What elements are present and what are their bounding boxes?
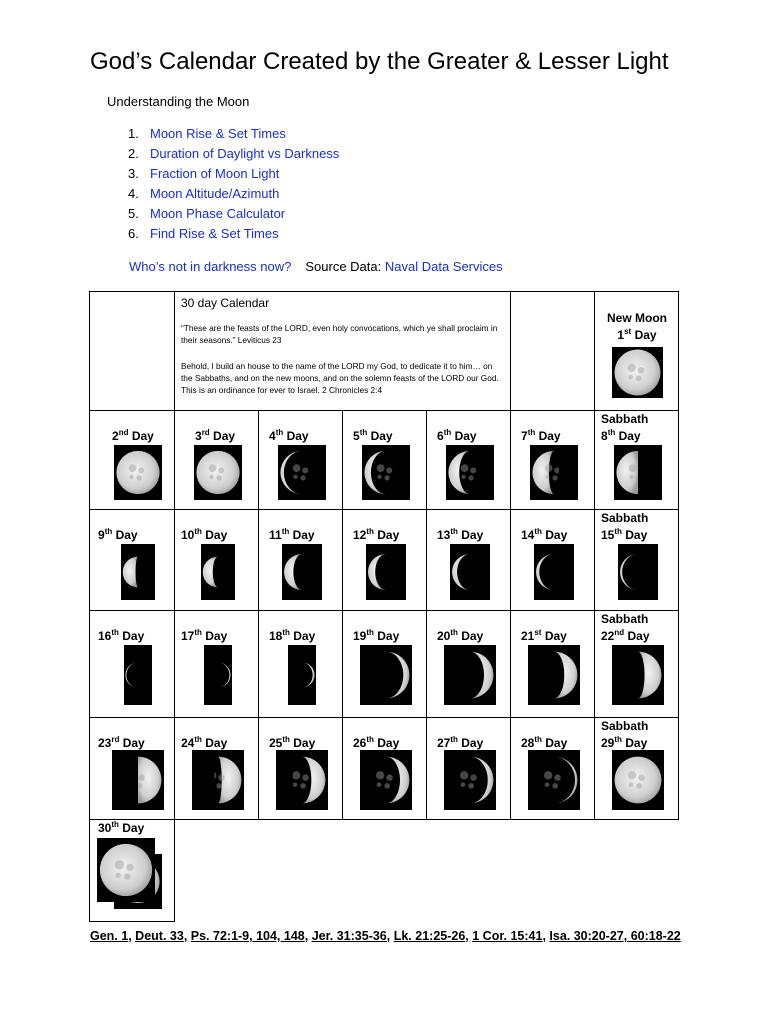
moon-phase-image: [612, 645, 664, 705]
calendar-day-cell: [89, 509, 175, 611]
moon-lit-area: [615, 350, 661, 396]
moon-phase-image: [530, 445, 578, 500]
sabbath-label: Sabbath: [601, 412, 649, 426]
day-label: 18th Day: [269, 628, 316, 643]
day-label: 30th Day: [98, 820, 145, 835]
scripture-references: [90, 929, 681, 943]
moon-lit-area: [123, 557, 138, 588]
calendar-day-cell: [174, 717, 259, 820]
moon-lit-area: [532, 451, 554, 494]
moon-lit-area: [386, 652, 409, 699]
daylight-duration-link[interactable]: Duration of Daylight vs Darkness: [150, 146, 340, 161]
day-label: 19th Day: [353, 628, 400, 643]
calendar-day-cell: [258, 410, 343, 510]
calendar-day-cell: [426, 509, 511, 611]
calendar-day-cell: [594, 410, 679, 510]
calendar-day-cell: [174, 509, 259, 611]
moon-phase-image: [366, 544, 406, 600]
calendar-day-cell: [426, 610, 511, 718]
day-label: 14th Day: [521, 527, 568, 542]
calendar-day-cell: [89, 610, 175, 718]
moon-phase-image: [618, 544, 658, 600]
chronicles-quote: Behold, I build an house to the name of the LORD my God, to dedicate it to him… on the Sabbaths, and on the new moons, and on the solemn feasts of the LORD our God. This is an ordinance for ever to Israel. 2 Chronicles 2:4: [181, 361, 499, 395]
day-label: 11th Day: [269, 527, 315, 542]
day-label: 22nd Day: [601, 628, 650, 643]
scripture-link[interactable]: Isa. 30:20-27, 60:18-22: [549, 929, 681, 943]
moon-phase-image: [194, 445, 242, 500]
source-label: Source Data:: [305, 259, 382, 274]
day-label: 9th Day: [98, 527, 138, 542]
day-label: 1st Day: [617, 327, 657, 342]
list-item: [107, 164, 339, 184]
moon-phase-image: [112, 750, 164, 810]
moon-lit-area: [364, 451, 386, 494]
moon-lit-area: [448, 451, 470, 494]
moon-lit-area: [536, 554, 554, 590]
moon-phase-image: [276, 750, 328, 810]
moon-phase-calculator-link[interactable]: Moon Phase Calculator: [150, 206, 286, 221]
leviticus-quote: “These are the feasts of the LORD, even holy convocations, which ye shall proclaim in their seasons.” Leviticus 23: [181, 323, 498, 345]
day-label: 5th Day: [353, 428, 393, 443]
darkness-map-link[interactable]: Who’s not in darkness now?: [129, 259, 292, 274]
day-label: 17th Day: [181, 628, 228, 643]
source-line: [129, 259, 503, 274]
calendar-day-cell: [342, 410, 427, 510]
moon-calendar-grid: [90, 292, 679, 922]
moon-lit-area: [470, 652, 493, 699]
day-label: 7th Day: [521, 428, 561, 443]
moon-phase-image: [114, 445, 162, 500]
moon-lit-area: [125, 662, 138, 687]
day-label: 27th Day: [437, 735, 484, 750]
moon-phase-image: [278, 445, 326, 500]
moon-lit-area: [302, 662, 315, 687]
calendar-day-cell: [510, 410, 595, 510]
calendar-day-cell: [342, 717, 427, 820]
moon-phase-image: [97, 838, 155, 902]
calendar-day-cell: [258, 509, 343, 611]
moon-lit-area: [280, 451, 302, 494]
calendar-day-cell: [342, 610, 427, 718]
moon-lit-area: [100, 844, 152, 896]
list-number: 4.: [128, 186, 139, 201]
day-label: 12th Day: [353, 527, 400, 542]
find-rise-set-link[interactable]: Find Rise & Set Times: [150, 226, 279, 241]
calendar-day-cell: [510, 610, 595, 718]
sabbath-label: Sabbath: [601, 511, 649, 525]
calendar-day-cell: [89, 819, 175, 922]
list-item: [107, 124, 339, 144]
day-label: 25th Day: [269, 735, 316, 750]
moon-phase-image: [612, 347, 663, 398]
calendar-day-cell: [174, 610, 259, 718]
list-item: [107, 204, 339, 224]
calendar-day-cell: [258, 717, 343, 820]
day-label: 3rd Day: [195, 428, 236, 443]
calendar-empty-cell: [510, 291, 595, 411]
moon-phase-image: [121, 544, 155, 600]
moon-lit-area: [368, 554, 386, 590]
moon-phase-image: [444, 645, 496, 705]
day-label: 26th Day: [353, 735, 400, 750]
scripture-link[interactable]: Deut. 33: [135, 929, 184, 943]
list-item: [107, 224, 339, 244]
moon-phase-image: [204, 645, 232, 705]
moon-lit-area: [203, 557, 218, 588]
moon-phase-image: [444, 750, 496, 810]
day-label: 13th Day: [437, 527, 484, 542]
moon-lit-area: [615, 757, 662, 804]
moon-phase-image: [534, 544, 574, 600]
sabbath-label: Sabbath: [601, 612, 649, 626]
day-label: 15th Day: [601, 527, 648, 542]
list-number: 3.: [128, 166, 139, 181]
calendar-new-moon-cell: [594, 291, 679, 411]
scripture-link[interactable]: Ps. 72:1-9, 104, 148: [190, 929, 305, 943]
calendar-day-cell: [426, 717, 511, 820]
moon-phase-image: [288, 645, 316, 705]
moon-phase-image: [201, 544, 235, 600]
moon-lit-area: [616, 451, 638, 494]
day-label: 24th Day: [181, 735, 228, 750]
calendar-day-cell: [426, 410, 511, 510]
moon-phase-image: [360, 645, 412, 705]
moon-lit-area: [116, 451, 159, 494]
calendar-day-cell: [510, 717, 595, 820]
sabbath-label: Sabbath: [601, 719, 649, 733]
calendar-day-cell: [510, 509, 595, 611]
new-moon-label: New Moon: [607, 311, 667, 325]
day-label: 8th Day: [601, 428, 641, 443]
moon-phase-image: [362, 445, 410, 500]
scripture-link[interactable]: Gen. 1: [90, 929, 129, 943]
moon-lit-area: [638, 652, 661, 699]
section-heading: Understanding the Moon: [107, 94, 250, 109]
calendar-day-cell: [594, 610, 679, 718]
day-label: 28th Day: [521, 735, 568, 750]
moon-phase-image: [360, 750, 412, 810]
list-number: 2.: [128, 146, 139, 161]
list-item: [107, 184, 339, 204]
calendar-empty-cell: [89, 291, 175, 411]
moon-lit-area: [554, 652, 577, 699]
moon-lit-area: [218, 662, 231, 687]
day-label: 16th Day: [98, 628, 145, 643]
moon-lit-area: [452, 554, 470, 590]
calendar-title: 30 day Calendar: [181, 296, 270, 310]
moon-lit-area: [284, 554, 302, 590]
moon-altitude-link[interactable]: Moon Altitude/Azimuth: [150, 186, 280, 201]
day-label: 4th Day: [269, 428, 309, 443]
separator: ,: [386, 929, 394, 943]
day-label: 29th Day: [601, 735, 648, 750]
day-label: 6th Day: [437, 428, 477, 443]
calendar-day-cell: [342, 509, 427, 611]
separator: ,: [542, 929, 550, 943]
moon-phase-image: [450, 544, 490, 600]
moon-phase-image: [614, 445, 662, 500]
day-label: 10th Day: [181, 527, 228, 542]
calendar-day-cell: [258, 610, 343, 718]
moon-phase-image: [282, 544, 322, 600]
naval-data-link[interactable]: Naval Data Services: [384, 259, 503, 274]
day-label: 23rd Day: [98, 735, 145, 750]
day-label: 2nd Day: [112, 428, 154, 443]
page-title: God’s Calendar Created by the Greater & Lesser Light: [90, 48, 669, 75]
moon-fraction-link[interactable]: Fraction of Moon Light: [150, 166, 280, 181]
calendar-day-cell: [89, 717, 175, 820]
separator: ,: [128, 929, 136, 943]
moon-phase-image: [528, 750, 580, 810]
scripture-link[interactable]: Jer. 31:35-36: [311, 929, 387, 943]
calendar-day-cell: [594, 717, 679, 820]
list-number: 5.: [128, 206, 139, 221]
list-item: [107, 144, 339, 164]
separator: ,: [304, 929, 312, 943]
moon-phase-image: [124, 645, 152, 705]
day-label: 20th Day: [437, 628, 484, 643]
day-label: 21st Day: [521, 628, 567, 643]
resource-link-list: [107, 124, 339, 244]
calendar-day-cell: [174, 410, 259, 510]
moon-lit-area: [196, 451, 239, 494]
moon-lit-area: [620, 554, 638, 590]
scripture-link[interactable]: Lk. 21:25-26: [393, 929, 466, 943]
moon-phase-image: [612, 750, 664, 810]
list-number: 1.: [128, 126, 139, 141]
scripture-link[interactable]: 1 Cor. 15:41: [472, 929, 543, 943]
list-number: 6.: [128, 226, 139, 241]
separator: ,: [465, 929, 473, 943]
calendar-intro-cell: [174, 291, 511, 411]
moon-phase-image: [446, 445, 494, 500]
moon-phase-image: [192, 750, 244, 810]
calendar-day-cell: [89, 410, 175, 510]
calendar-day-cell: [594, 509, 679, 611]
moon-rise-set-link[interactable]: Moon Rise & Set Times: [150, 126, 286, 141]
moon-phase-image: [528, 645, 580, 705]
separator: ,: [183, 929, 191, 943]
